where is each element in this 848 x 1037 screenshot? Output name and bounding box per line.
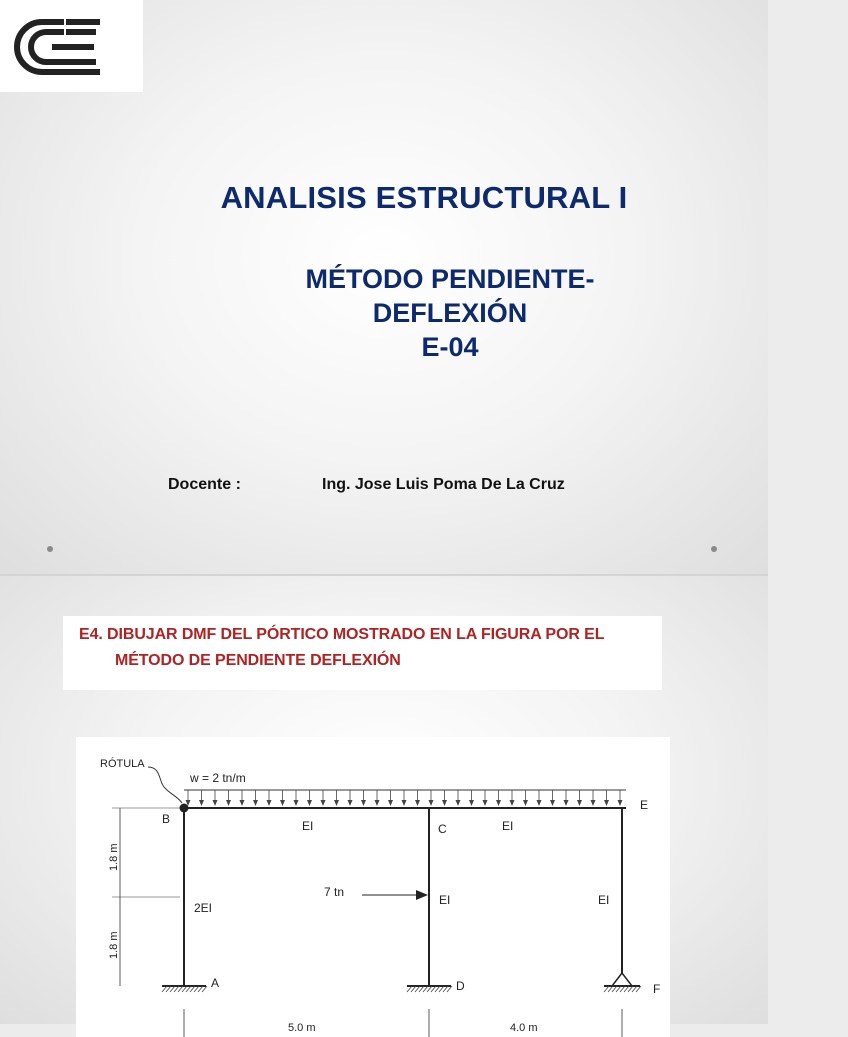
column-cd-stiffness: EI xyxy=(439,893,451,907)
span-left-dimension: 5.0 m xyxy=(288,1022,316,1034)
load-arrowhead-icon xyxy=(199,800,204,806)
hinge-label: RÓTULA xyxy=(100,758,145,770)
height-dimension-lower: 1.8 m xyxy=(108,931,120,959)
span-right-dimension: 4.0 m xyxy=(510,1022,538,1034)
load-arrowhead-icon xyxy=(604,800,609,806)
pinned-support-f-icon xyxy=(604,973,641,992)
load-arrowhead-icon xyxy=(429,800,434,806)
node-f-label: F xyxy=(653,982,661,996)
exercise-statement xyxy=(63,616,662,690)
slide-dot-left xyxy=(47,546,53,552)
subtitle-line: E-04 xyxy=(421,332,479,362)
presentation-subtitle xyxy=(260,262,640,364)
load-arrowhead-icon xyxy=(267,800,272,806)
fixed-support-d-icon xyxy=(407,986,452,992)
load-arrowhead-icon xyxy=(618,800,623,806)
node-d-label: D xyxy=(456,979,465,993)
node-c-label: C xyxy=(438,822,447,836)
load-arrowhead-icon xyxy=(577,800,582,806)
presentation-title: ANALISIS ESTRUCTURAL I xyxy=(220,180,628,215)
load-arrowhead-icon xyxy=(442,800,447,806)
load-arrowhead-icon xyxy=(361,800,366,806)
node-e-label: E xyxy=(640,798,649,812)
load-arrowhead-icon xyxy=(213,800,218,806)
subtitle-line: MÉTODO PENDIENTE- xyxy=(305,264,595,294)
cibertec-logo-icon xyxy=(30,18,102,76)
load-arrowhead-icon xyxy=(564,800,569,806)
load-arrowhead-icon xyxy=(348,800,353,806)
frame-diagram xyxy=(76,737,670,1037)
load-arrowhead-icon xyxy=(402,800,407,806)
load-arrowhead-icon xyxy=(226,800,231,806)
node-a-label: A xyxy=(211,976,220,990)
subtitle-line: DEFLEXIÓN xyxy=(372,298,528,328)
docente-name: Ing. Jose Luis Poma De La Cruz xyxy=(322,476,565,493)
column-ab-stiffness: 2EI xyxy=(194,901,213,915)
point-load-arrowhead-icon xyxy=(416,890,428,900)
hinge-pointer xyxy=(148,767,182,803)
load-arrows xyxy=(186,790,623,806)
load-arrowhead-icon xyxy=(375,800,380,806)
load-arrowhead-icon xyxy=(294,800,299,806)
load-arrowhead-icon xyxy=(469,800,474,806)
beam-ce-stiffness: EI xyxy=(502,819,514,833)
load-arrowhead-icon xyxy=(483,800,488,806)
load-arrowhead-icon xyxy=(240,800,245,806)
load-arrowhead-icon xyxy=(496,800,501,806)
slide-dot-right xyxy=(711,546,717,552)
load-arrowhead-icon xyxy=(550,800,555,806)
height-dimension-upper: 1.8 m xyxy=(108,843,120,871)
load-arrowhead-icon xyxy=(591,800,596,806)
load-arrowhead-icon xyxy=(456,800,461,806)
load-arrowhead-icon xyxy=(321,800,326,806)
frame-figure xyxy=(76,737,670,1037)
point-load-label: 7 tn xyxy=(324,885,345,899)
load-arrowhead-icon xyxy=(523,800,528,806)
load-arrowhead-icon xyxy=(537,800,542,806)
docente-label: Docente : xyxy=(168,476,241,493)
load-arrowhead-icon xyxy=(280,800,285,806)
load-arrowhead-icon xyxy=(253,800,258,806)
fixed-support-a-icon xyxy=(162,986,207,992)
load-arrowhead-icon xyxy=(388,800,393,806)
node-b-label: B xyxy=(162,812,171,826)
load-arrowhead-icon xyxy=(510,800,515,806)
beam-bc-stiffness: EI xyxy=(302,819,314,833)
column-ef-stiffness: EI xyxy=(598,893,610,907)
load-arrowhead-icon xyxy=(415,800,420,806)
load-label: w = 2 tn/m xyxy=(190,771,246,785)
exercise-line: E4. DIBUJAR DMF DEL PÓRTICO MOSTRADO EN LA FIGURA POR EL xyxy=(79,626,605,643)
exercise-line: MÉTODO DE PENDIENTE DEFLEXIÓN xyxy=(115,652,401,669)
load-arrowhead-icon xyxy=(307,800,312,806)
hinge-icon xyxy=(180,804,189,813)
logo-container xyxy=(0,0,143,92)
exercise-slide xyxy=(0,576,768,1034)
load-arrowhead-icon xyxy=(334,800,339,806)
